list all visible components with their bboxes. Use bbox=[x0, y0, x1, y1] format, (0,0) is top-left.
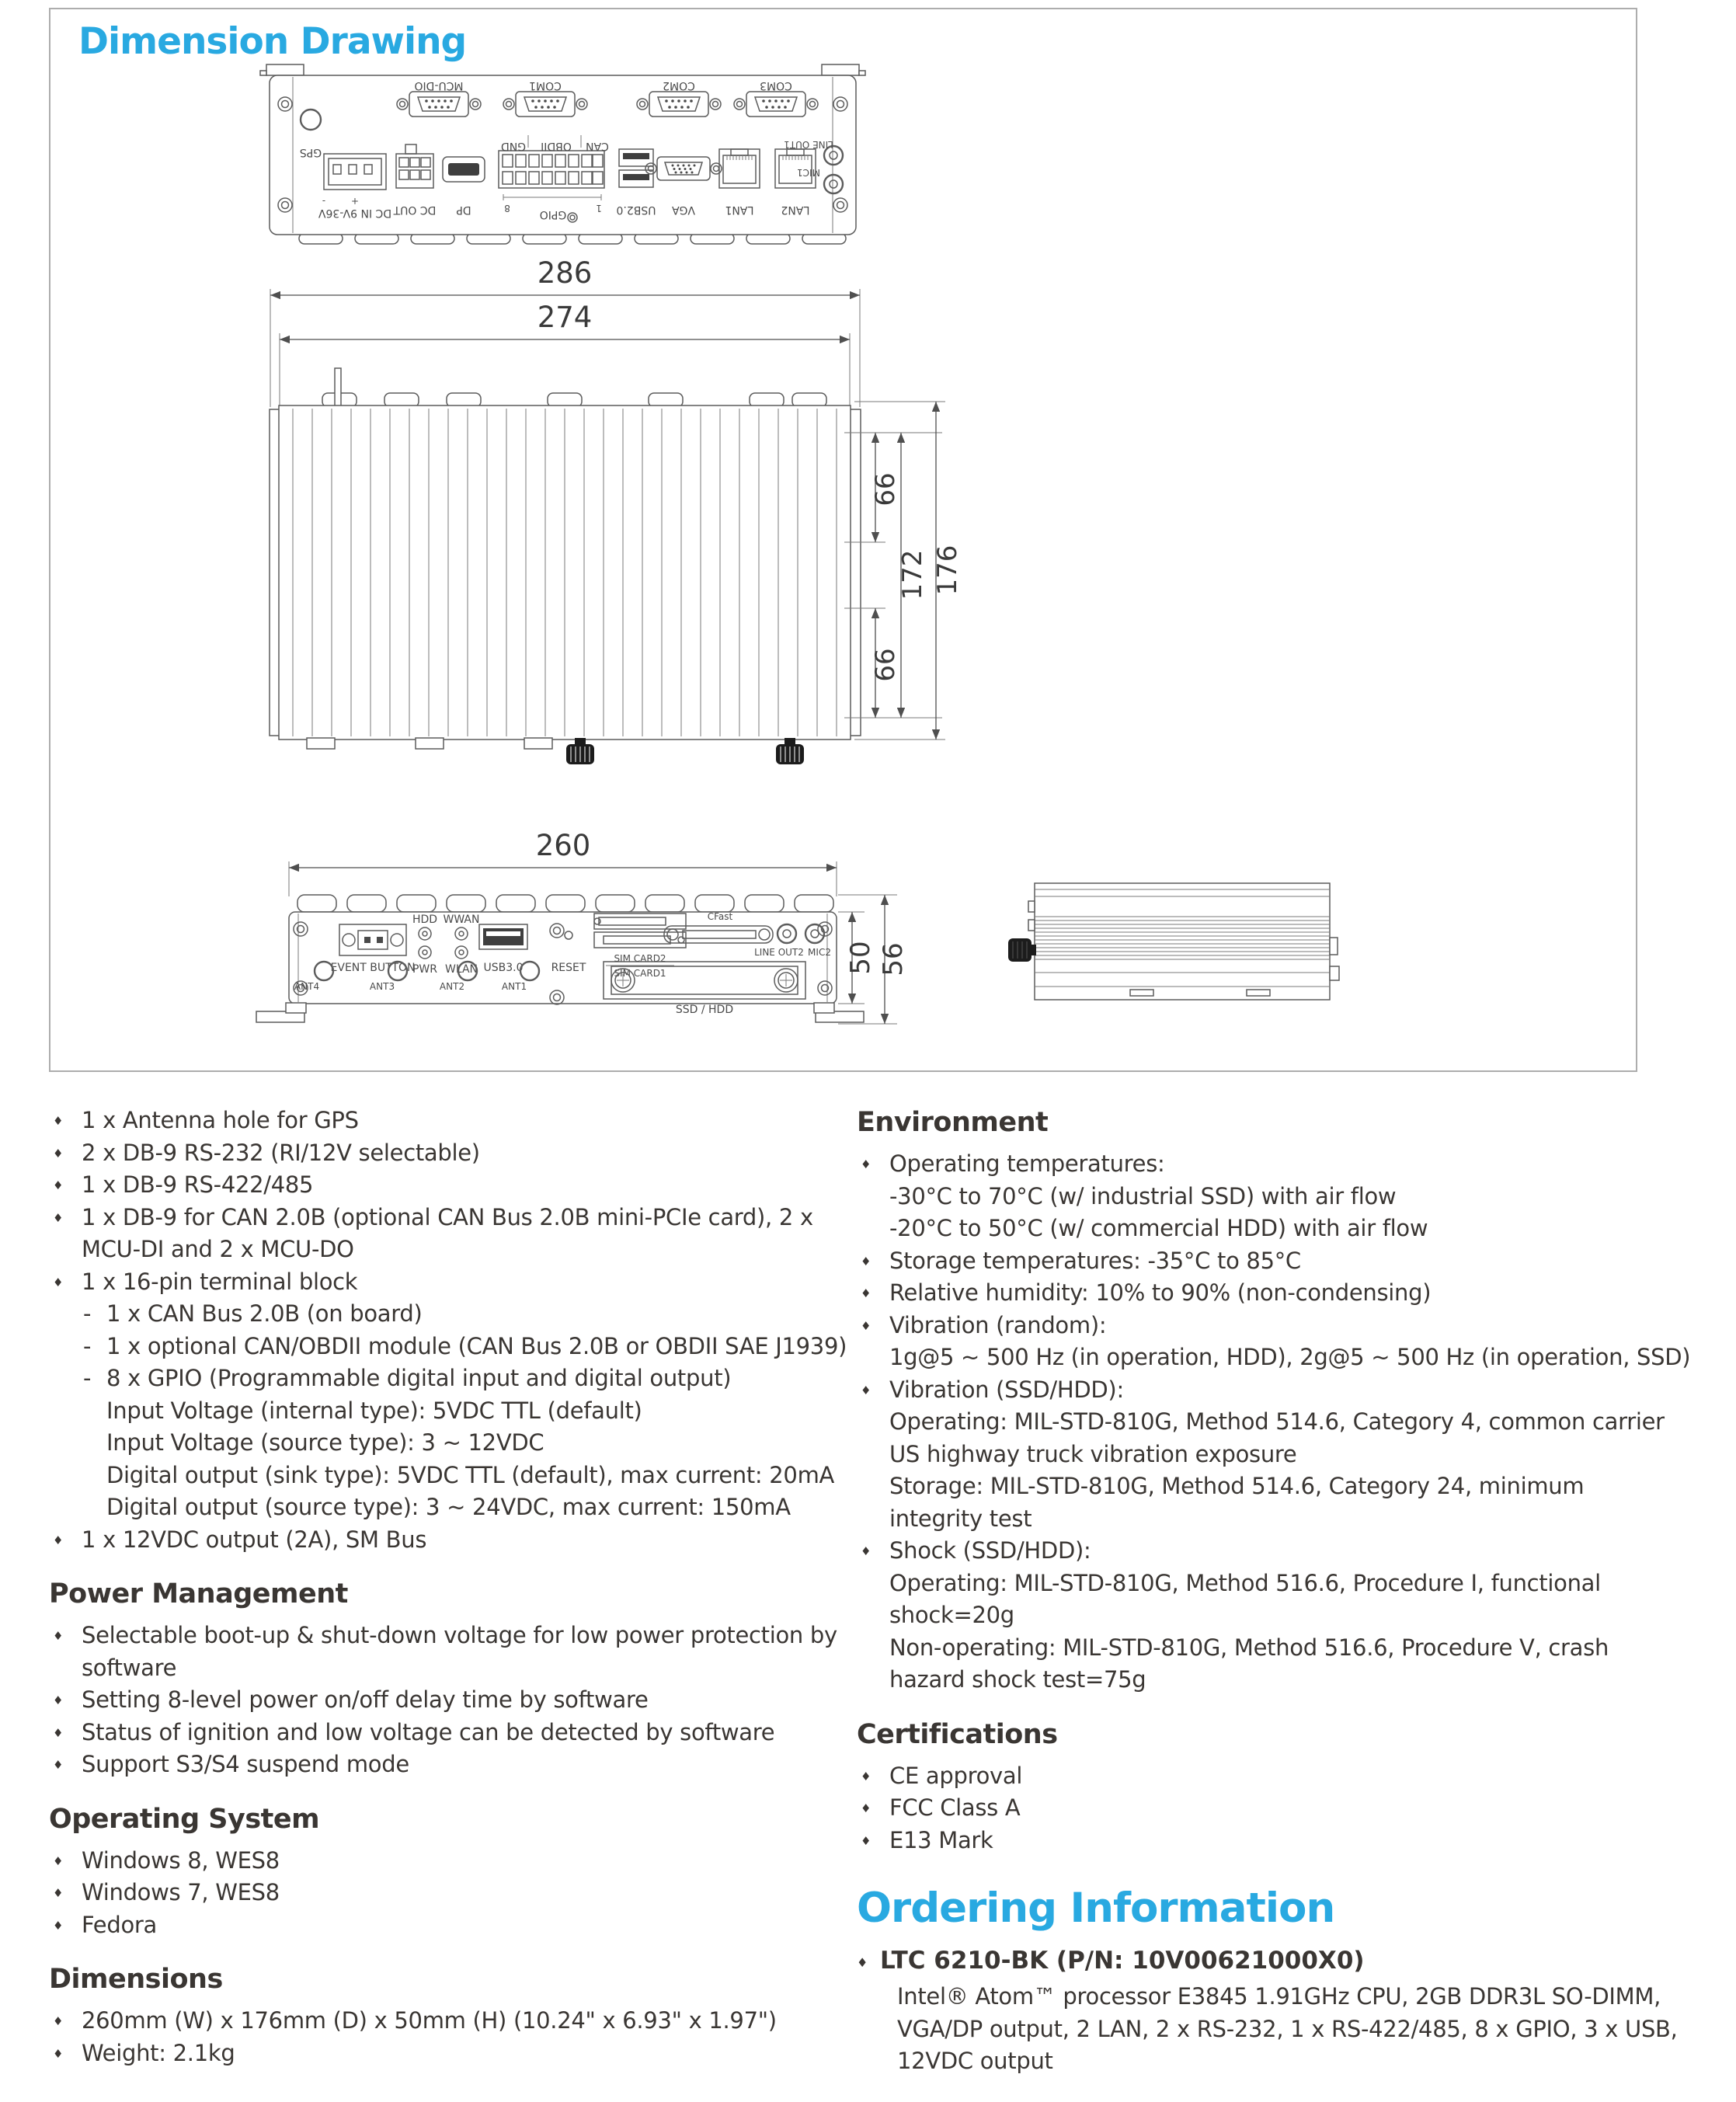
dash-icon: - bbox=[83, 1365, 92, 1391]
rear-label-gnd: GND bbox=[500, 140, 527, 152]
front-label-usb30: USB3.0 bbox=[483, 962, 524, 974]
front-label-wlan: WLAN bbox=[444, 963, 478, 976]
list-item-continuation bbox=[49, 1234, 826, 1266]
list-item-continuation bbox=[857, 1470, 1733, 1503]
bullet-icon: ♦ bbox=[53, 1275, 64, 1289]
section-heading-dimensions: Dimensions bbox=[49, 1964, 223, 1995]
list-item-continuation bbox=[857, 1632, 1733, 1665]
bullet-icon: ♦ bbox=[861, 1544, 871, 1558]
list-item bbox=[49, 1684, 826, 1717]
front-label-wwan: WWAN bbox=[443, 914, 480, 926]
top-dim-286: 286 bbox=[537, 256, 593, 290]
list-item bbox=[857, 1535, 1733, 1568]
list-item-text: hazard shock test=75g bbox=[889, 1666, 1146, 1693]
list-item-text: MCU-DI and 2 x MCU-DO bbox=[82, 1236, 354, 1262]
bullet-icon: ♦ bbox=[861, 1254, 871, 1269]
front-label-hdd: HDD bbox=[412, 914, 438, 926]
front-label-mic2: MIC2 bbox=[808, 947, 831, 958]
bullet-icon: ♦ bbox=[53, 1886, 64, 1900]
list-item-text: US highway truck vibration exposure bbox=[889, 1440, 1297, 1467]
front-label-ant1: ANT1 bbox=[501, 981, 527, 992]
list-item-text: Digital output (sink type): 5VDC TTL (default), max current: 20mA bbox=[106, 1461, 835, 1488]
list-item-text: 1g@5 ~ 500 Hz (in operation, HDD), 2g@5 ~ 500 Hz (in operation, SSD) bbox=[889, 1344, 1691, 1370]
list-item-text: Weight: 2.1kg bbox=[82, 2039, 235, 2066]
list-item-continuation bbox=[49, 1652, 826, 1685]
right-column bbox=[857, 1105, 1733, 2078]
sub-list-item bbox=[49, 1362, 826, 1395]
bullet-icon: ♦ bbox=[53, 1918, 64, 1933]
ordering-description-line: VGA/DP output, 2 LAN, 2 x RS-232, 1 x RS-422/485, 8 x GPIO, 3 x USB, bbox=[897, 2015, 1678, 2042]
bullet-icon: ♦ bbox=[53, 1146, 64, 1161]
list-item bbox=[49, 1749, 826, 1781]
list-item-text: CE approval bbox=[889, 1762, 1023, 1789]
bullet-icon: ♦ bbox=[861, 1769, 871, 1784]
rear-label-vga: VGA bbox=[671, 204, 696, 216]
list-item bbox=[857, 1148, 1733, 1181]
list-item-text: E13 Mark bbox=[889, 1826, 993, 1853]
front-label-ant4: ANT4 bbox=[294, 981, 320, 992]
bullet-icon: ♦ bbox=[53, 1178, 64, 1192]
top-dim-274: 274 bbox=[537, 301, 593, 334]
rear-label-lan2: LAN2 bbox=[781, 204, 810, 216]
list-item bbox=[49, 1524, 826, 1557]
front-dim-260: 260 bbox=[535, 829, 591, 862]
list-item-text: Operating temperatures: bbox=[889, 1150, 1165, 1177]
rear-label-usb20: USB2.0 bbox=[616, 204, 656, 216]
rear-label-com3: COM3 bbox=[760, 79, 792, 92]
bullet-icon: ♦ bbox=[53, 1693, 64, 1707]
list-item bbox=[49, 1845, 826, 1878]
rear-label-obdii: OBDII bbox=[541, 140, 572, 152]
list-item bbox=[857, 1825, 1733, 1857]
front-label-ant3: ANT3 bbox=[369, 981, 395, 992]
list-item-continuation bbox=[857, 1439, 1733, 1471]
ordering-description-line: 12VDC output bbox=[897, 2048, 1053, 2074]
list-item-continuation bbox=[857, 1664, 1733, 1697]
list-item-text: software bbox=[82, 1654, 177, 1681]
bullet-icon: ♦ bbox=[861, 1157, 871, 1171]
front-label-ant2: ANT2 bbox=[439, 981, 465, 992]
section-heading-power-management: Power Management bbox=[49, 1578, 348, 1610]
front-label-sim-card1: SIM CARD1 bbox=[614, 968, 666, 979]
list-item-continuation bbox=[857, 1568, 1733, 1600]
top-dim-66-lower: 66 bbox=[870, 648, 901, 682]
list-item-text: integrity test bbox=[889, 1505, 1032, 1532]
list-item bbox=[49, 1105, 826, 1137]
list-item-text: 1 x DB-9 for CAN 2.0B (optional CAN Bus 2.0B mini-PCIe card), 2 x bbox=[82, 1203, 813, 1230]
list-item-continuation bbox=[857, 1213, 1733, 1245]
list-item-text: Operating: MIL-STD-810G, Method 516.6, Procedure I, functional bbox=[889, 1569, 1601, 1596]
rear-label-dc-out: DC OUT bbox=[393, 204, 437, 216]
list-item bbox=[857, 1310, 1733, 1342]
rear-label-can: CAN bbox=[586, 140, 609, 152]
rear-label-lan1: LAN1 bbox=[725, 204, 754, 216]
list-item-text: Windows 7, WES8 bbox=[82, 1879, 280, 1905]
list-item-text: 8 x GPIO (Programmable digital input and digital output) bbox=[106, 1365, 732, 1391]
rear-label-dp: DP bbox=[456, 204, 471, 216]
list-item-text: 1 x optional CAN/OBDII module (CAN Bus 2.0B or OBDII SAE J1939) bbox=[106, 1332, 847, 1359]
bullet-icon: ♦ bbox=[857, 1955, 868, 1970]
list-item-text: Windows 8, WES8 bbox=[82, 1846, 280, 1874]
list-item-text: Shock (SSD/HDD): bbox=[889, 1537, 1091, 1564]
list-item-text: Input Voltage (source type): 3 ~ 12VDC bbox=[106, 1429, 544, 1456]
bullet-icon: ♦ bbox=[53, 1210, 64, 1225]
sub-list-continuation bbox=[49, 1491, 826, 1524]
rear-label-plus: + bbox=[350, 196, 360, 207]
list-item-text: Non-operating: MIL-STD-810G, Method 516.6, Procedure V, crash bbox=[889, 1634, 1609, 1661]
sub-list-continuation bbox=[49, 1395, 826, 1428]
bullet-icon: ♦ bbox=[53, 1853, 64, 1868]
list-item-text: 1 x CAN Bus 2.0B (on board) bbox=[106, 1300, 423, 1327]
list-item bbox=[49, 2038, 826, 2070]
front-label-event-button: EVENT BUTTON bbox=[330, 962, 416, 974]
list-item-text: 2 x DB-9 RS-232 (RI/12V selectable) bbox=[82, 1139, 480, 1166]
front-dim-56: 56 bbox=[878, 942, 909, 976]
list-item bbox=[49, 1202, 826, 1234]
rear-label-com2: COM2 bbox=[663, 79, 695, 92]
bullet-icon: ♦ bbox=[861, 1383, 871, 1397]
sub-list-continuation bbox=[49, 1460, 835, 1492]
front-label-cfast: CFast bbox=[707, 911, 733, 922]
list-item-text: Setting 8-level power on/off delay time by software bbox=[82, 1686, 649, 1713]
list-item-text: 1 x Antenna hole for GPS bbox=[82, 1107, 359, 1133]
rear-label-mic1: MIC1 bbox=[797, 167, 820, 178]
list-item bbox=[49, 1909, 826, 1942]
bullet-icon: ♦ bbox=[53, 1725, 64, 1740]
rear-panel-view bbox=[260, 64, 865, 244]
panel-title: Dimension Drawing bbox=[78, 20, 467, 63]
dimension-drawing-svg bbox=[50, 9, 1636, 1070]
list-item-text: FCC Class A bbox=[889, 1794, 1021, 1821]
list-item-text: Support S3/S4 suspend mode bbox=[82, 1751, 409, 1777]
list-item-text: Storage temperatures: -35°C to 85°C bbox=[889, 1247, 1301, 1274]
list-item-text: Selectable boot-up & shut-down voltage for low power protection by bbox=[82, 1622, 837, 1648]
rear-label-mcu-dio: MCU-DIO bbox=[414, 79, 464, 92]
sub-list-item bbox=[49, 1331, 847, 1363]
left-column bbox=[49, 1105, 847, 2069]
list-item-continuation bbox=[857, 1503, 1733, 1536]
list-item-text: Status of ignition and low voltage can be detected by software bbox=[82, 1718, 775, 1745]
list-item bbox=[49, 1266, 826, 1299]
list-item-text: 260mm (W) x 176mm (D) x 50mm (H) (10.24" x 6.93" x 1.97") bbox=[82, 2007, 777, 2034]
section-heading-certifications: Certifications bbox=[857, 1718, 1058, 1750]
bullet-icon: ♦ bbox=[53, 2046, 64, 2061]
list-item-text: shock=20g bbox=[889, 1602, 1014, 1628]
bullet-icon: ♦ bbox=[53, 1629, 64, 1643]
rear-label-gps: GPS bbox=[299, 146, 322, 158]
list-item bbox=[49, 1169, 826, 1202]
list-item bbox=[857, 1374, 1733, 1407]
section-heading-ordering-information: Ordering Information bbox=[857, 1884, 1335, 1932]
list-item-continuation bbox=[857, 1181, 1733, 1213]
rear-label-gpio-1: 1 bbox=[596, 203, 602, 214]
bullet-icon: ♦ bbox=[53, 1758, 64, 1772]
list-item bbox=[49, 2005, 826, 2038]
top-view bbox=[270, 256, 963, 764]
list-item-text: Storage: MIL-STD-810G, Method 514.6, Category 24, minimum bbox=[889, 1473, 1585, 1499]
front-label-ssd-hdd: SSD / HDD bbox=[675, 1004, 734, 1016]
list-item bbox=[49, 1877, 826, 1909]
list-item bbox=[857, 1245, 1733, 1278]
dash-icon: - bbox=[83, 1332, 92, 1359]
bullet-icon: ♦ bbox=[53, 1114, 64, 1128]
top-dim-172: 172 bbox=[897, 549, 928, 600]
list-item-text: 1 x DB-9 RS-422/485 bbox=[82, 1171, 314, 1198]
bullet-icon: ♦ bbox=[861, 1286, 871, 1300]
top-dim-66-upper: 66 bbox=[870, 472, 901, 506]
list-item-continuation bbox=[857, 1342, 1733, 1374]
ordering-product bbox=[857, 1940, 1733, 1981]
sub-list-item bbox=[49, 1298, 826, 1331]
rear-label-com1: COM1 bbox=[529, 79, 562, 92]
section-heading-operating-system: Operating System bbox=[49, 1803, 320, 1835]
bullet-icon: ♦ bbox=[53, 1533, 64, 1547]
top-dim-176: 176 bbox=[932, 545, 963, 596]
list-item-text: Vibration (random): bbox=[889, 1311, 1107, 1338]
rear-label-dc-in: DC IN 9V-36V bbox=[318, 207, 392, 219]
dimension-drawing-panel bbox=[49, 8, 1637, 1072]
side-view bbox=[1008, 883, 1339, 1000]
list-item bbox=[857, 1792, 1733, 1825]
bullet-icon: ♦ bbox=[861, 1801, 871, 1815]
bullet-icon: ♦ bbox=[53, 2014, 64, 2028]
front-label-pwr: PWR bbox=[412, 963, 438, 976]
sub-list-continuation bbox=[49, 1427, 826, 1460]
list-item bbox=[49, 1717, 826, 1749]
list-item-text: Operating: MIL-STD-810G, Method 514.6, Category 4, common carrier bbox=[889, 1408, 1665, 1435]
rear-label-line-out1: LINE OUT1 bbox=[784, 139, 833, 150]
front-view bbox=[256, 829, 909, 1024]
list-item-text: Fedora bbox=[82, 1911, 157, 1938]
list-item-continuation bbox=[857, 1599, 1733, 1632]
list-item bbox=[857, 1277, 1733, 1310]
bullet-icon: ♦ bbox=[861, 1833, 871, 1848]
dash-icon: - bbox=[83, 1300, 92, 1327]
list-item-text: 1 x 16-pin terminal block bbox=[82, 1268, 358, 1295]
ordering-product-name: LTC 6210-BK (P/N: 10V00621000X0) bbox=[880, 1947, 1365, 1975]
ordering-description-line: Intel® Atom™ processor E3845 1.91GHz CPU, 2GB DDR3L SO-DIMM, bbox=[897, 1983, 1661, 2010]
list-item-text: Input Voltage (internal type): 5VDC TTL (default) bbox=[106, 1397, 642, 1424]
list-item-text: Relative humidity: 10% to 90% (non-condensing) bbox=[889, 1279, 1432, 1306]
bullet-icon: ♦ bbox=[861, 1318, 871, 1333]
section-heading-environment: Environment bbox=[857, 1107, 1049, 1138]
list-item-continuation bbox=[857, 1406, 1733, 1439]
list-item bbox=[49, 1620, 837, 1652]
front-label-line-out2: LINE OUT2 bbox=[754, 947, 804, 958]
front-label-reset: RESET bbox=[551, 962, 586, 974]
list-item-text: 1 x 12VDC output (2A), SM Bus bbox=[82, 1526, 427, 1553]
list-item bbox=[49, 1137, 826, 1170]
rear-label-gpio-8: 8 bbox=[504, 203, 510, 214]
rear-label-gpio: GPIO bbox=[539, 208, 567, 221]
list-item-text: -30°C to 70°C (w/ industrial SSD) with air flow bbox=[889, 1182, 1397, 1209]
list-item-text: Vibration (SSD/HDD): bbox=[889, 1376, 1124, 1403]
rear-label-minus: - bbox=[322, 196, 326, 207]
front-dim-50: 50 bbox=[845, 941, 876, 975]
front-label-sim-card2: SIM CARD2 bbox=[614, 953, 666, 964]
list-item-text: -20°C to 50°C (w/ commercial HDD) with air flow bbox=[889, 1215, 1428, 1241]
list-item-text: Digital output (source type): 3 ~ 24VDC, max current: 150mA bbox=[106, 1494, 791, 1520]
list-item bbox=[857, 1760, 1733, 1793]
